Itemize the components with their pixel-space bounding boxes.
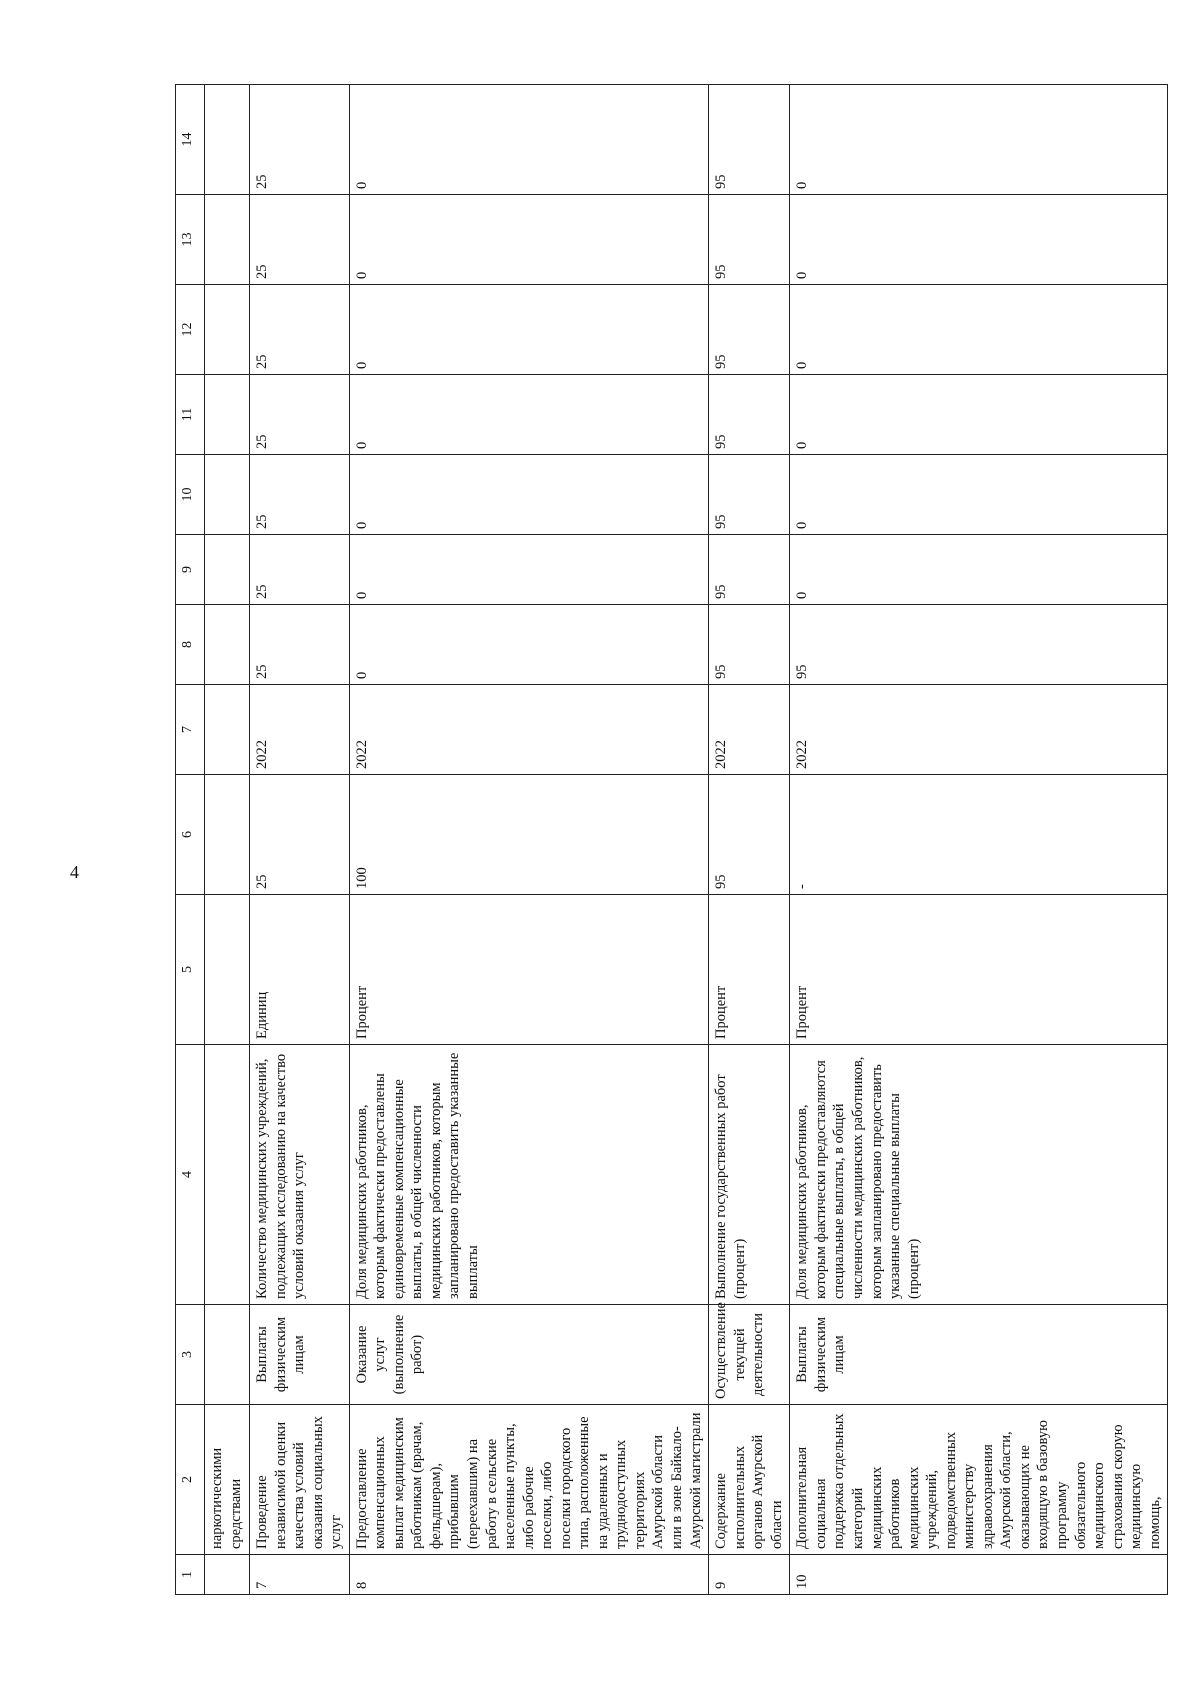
- header-cell: 12: [176, 285, 205, 375]
- header-cell: 9: [176, 535, 205, 605]
- header-cell: 11: [176, 375, 205, 455]
- base-year: 2022: [790, 685, 1168, 775]
- year-value: 95: [709, 535, 790, 605]
- year-value: 0: [790, 85, 1168, 195]
- row-number: 9: [709, 1555, 790, 1595]
- table-cell: [205, 1555, 250, 1595]
- unit: Процент: [790, 895, 1168, 1045]
- year-value: 95: [709, 375, 790, 455]
- unit: Единиц: [250, 895, 350, 1045]
- rotated-table-container: [175, 85, 1163, 1595]
- header-cell: 13: [176, 195, 205, 285]
- header-cell: 1: [176, 1555, 205, 1595]
- base-value: 25: [250, 775, 350, 895]
- year-value: 0: [790, 455, 1168, 535]
- header-cell: 3: [176, 1305, 205, 1405]
- header-cell: 8: [176, 605, 205, 685]
- base-value: -: [790, 775, 1168, 895]
- indicator-name: Выполнение государственных работ (процент): [709, 1045, 790, 1305]
- table-row: [349, 85, 708, 1595]
- year-value: 95: [709, 455, 790, 535]
- table-row: [790, 85, 1168, 1595]
- indicator-name: Доля медицинских работников, которым фактически предоставляются специальные выплаты, в общей численности медицинских работников, которым запланировано предоставить указанные специальные выплаты (процент): [790, 1045, 1168, 1305]
- year-value: 95: [709, 605, 790, 685]
- year-value: 0: [790, 285, 1168, 375]
- measure-name: Дополнительная социальная поддержка отдельных категорий медицинских работников медицинских учреждений, подведомственных министерству здравоохранения Амурской области, оказывающих не входящую в базовую программу обязательного медицинского страхования скорую медицинскую помощь,: [790, 1405, 1168, 1555]
- year-value: 0: [790, 375, 1168, 455]
- year-value: 95: [709, 285, 790, 375]
- header-cell: 6: [176, 775, 205, 895]
- year-value: 25: [250, 535, 350, 605]
- page-number: 4: [70, 862, 79, 882]
- year-value: 25: [250, 455, 350, 535]
- year-value: 25: [250, 85, 350, 195]
- year-value: 25: [250, 605, 350, 685]
- base-year: 2022: [349, 685, 708, 775]
- base-value: 100: [349, 775, 708, 895]
- unit: Процент: [709, 895, 790, 1045]
- row-number: 10: [790, 1555, 1168, 1595]
- table-header-row: [176, 85, 205, 1595]
- year-value: 0: [790, 195, 1168, 285]
- year-value: 0: [349, 85, 708, 195]
- year-value: 0: [349, 375, 708, 455]
- header-cell: 10: [176, 455, 205, 535]
- year-value: 0: [349, 195, 708, 285]
- row-number: 7: [250, 1555, 350, 1595]
- year-value: 95: [709, 85, 790, 195]
- measure-type: Выплаты физическим лицам: [250, 1305, 350, 1405]
- year-value: 0: [790, 535, 1168, 605]
- header-cell: 2: [176, 1405, 205, 1555]
- header-cell: 7: [176, 685, 205, 775]
- base-year: 2022: [250, 685, 350, 775]
- header-cell: 4: [176, 1045, 205, 1305]
- measure-type: Оказание услуг (выполнение работ): [349, 1305, 708, 1405]
- row-number: 8: [349, 1555, 708, 1595]
- year-value: 0: [349, 285, 708, 375]
- year-value: 25: [250, 195, 350, 285]
- measure-name: Содержание исполнительных органов Амурской области: [709, 1405, 790, 1555]
- year-value: 0: [349, 605, 708, 685]
- continuation-row: [205, 85, 250, 1595]
- header-cell: 5: [176, 895, 205, 1045]
- continuation-text: наркотическими средствами: [205, 1405, 250, 1555]
- indicator-name: Доля медицинских работников, которым фактически предоставлены единовременные компенсационные выплаты, в общей численности медицинских работников, которым запланировано предоставить указанные выплаты: [349, 1045, 708, 1305]
- measure-type: Выплаты физическим лицам: [790, 1305, 1168, 1405]
- table-row: [709, 85, 790, 1595]
- year-value: 95: [709, 195, 790, 285]
- measure-type: Осуществление текущей деятельности: [709, 1305, 790, 1405]
- base-year: 2022: [709, 685, 790, 775]
- unit: Процент: [349, 895, 708, 1045]
- year-value: 25: [250, 285, 350, 375]
- base-value: 95: [709, 775, 790, 895]
- year-value: 0: [349, 535, 708, 605]
- table-row: [250, 85, 350, 1595]
- indicator-name: Количество медицинских учреждений, подлежащих исследованию на качество условий оказания услуг: [250, 1045, 350, 1305]
- measure-name: Предоставление компенсационных выплат медицинским работникам (врачам, фельдшерам), прибывшим (переехавшим) на работу в сельские населенные пункты, либо рабочие поселки, либо поселки городского типа, расположенные на удаленных и труднодоступных территориях Амурской области или в зоне Байкало-Амурской магистрали: [349, 1405, 708, 1555]
- header-cell: 14: [176, 85, 205, 195]
- indicators-table: [175, 84, 1168, 1595]
- year-value: 25: [250, 375, 350, 455]
- measure-name: Проведение независимой оценки качества условий оказания социальных услуг: [250, 1405, 350, 1555]
- year-value: 95: [790, 605, 1168, 685]
- year-value: 0: [349, 455, 708, 535]
